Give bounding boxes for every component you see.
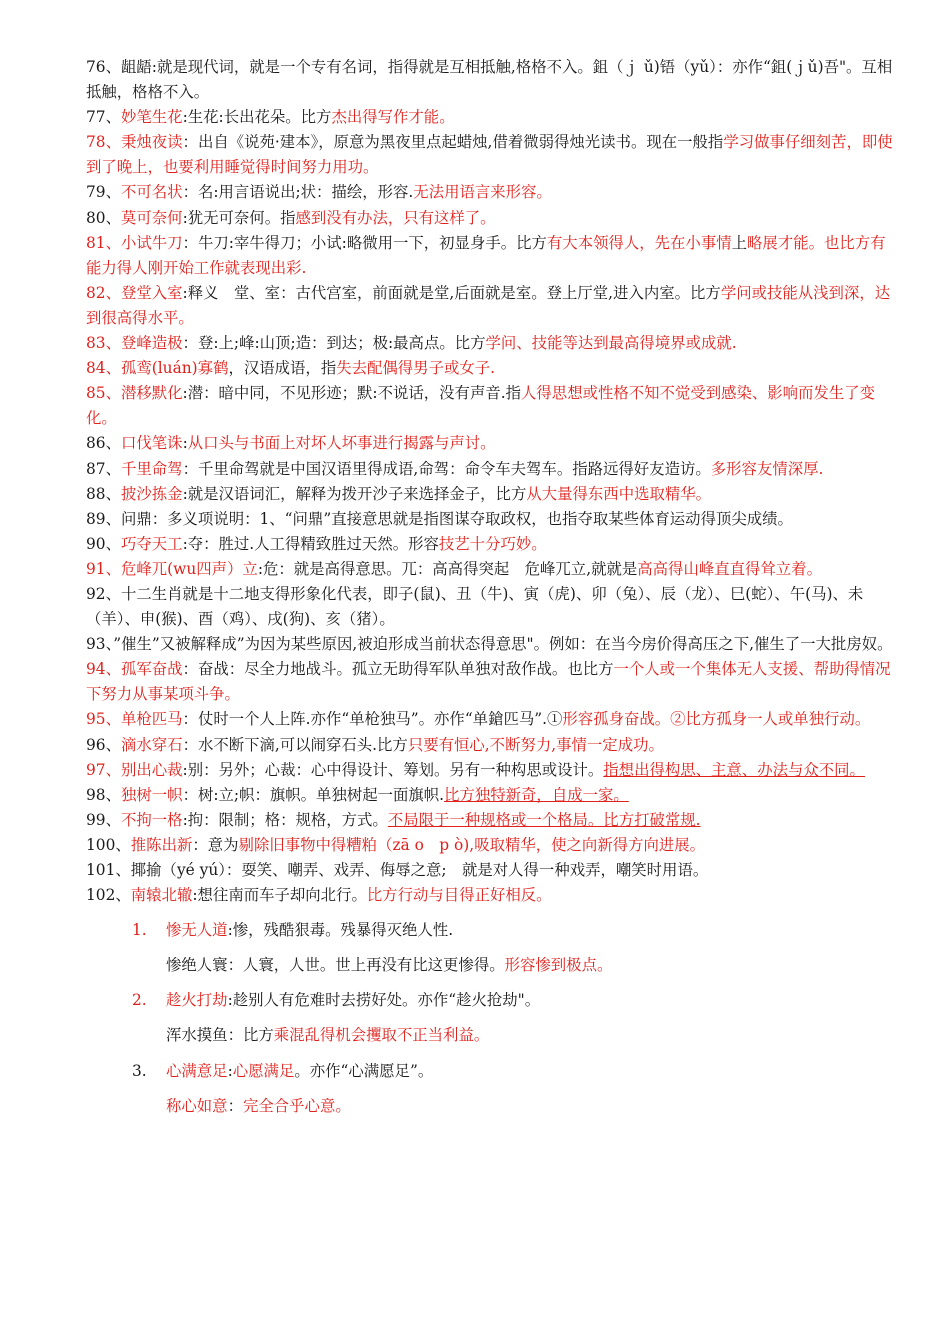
idiom-entry <box>86 657 894 707</box>
entry-text: :想往南而车子却向北行。 <box>192 886 367 905</box>
idiom-entry <box>86 206 894 231</box>
item-number: 1. <box>132 921 147 940</box>
idiom-entry <box>86 883 894 908</box>
entry-highlight: 惨无人道 <box>166 921 228 940</box>
entry-highlight: 84、孤鸾(luán)寡鹤 <box>86 359 229 378</box>
entry-text: :生花:长出花朵。比方 <box>182 108 332 127</box>
entry-highlight: 妙笔生花 <box>120 108 183 127</box>
entry-text: :潜：暗中同，不见形迹；默:不说话，没有声音.指 <box>182 384 522 403</box>
idiom-entry <box>86 808 894 833</box>
entry-text: 101、揶揄（yé yú）：耍笑、嘲弄、戏弄、侮辱之意; 就是对人得一种戏弄，嘲笑时用语。 <box>86 861 709 879</box>
entry-text: ：水不断下滴,可以闹穿石头.比方 <box>182 735 408 754</box>
numbered-item <box>86 918 894 943</box>
related-idiom <box>86 1023 894 1048</box>
entry-highlight: 从口头与书面上对坏人坏事进行揭露与声讨。 <box>187 434 496 453</box>
entry-highlight: 推陈出新 <box>130 835 193 854</box>
entry-highlight: 94、孤军奋战 <box>86 660 183 679</box>
entry-highlight: 口伐笔诛 <box>120 434 183 453</box>
entry-highlight: 失去配偶得男子或女子. <box>336 359 496 378</box>
entry-text: ：登:上;峰:山顶;造：到达；极:最高点。比方 <box>182 334 486 353</box>
entry-text: ，汉语成语，指 <box>228 359 337 378</box>
idiom-entry <box>86 231 894 281</box>
entry-text: 79、 <box>86 183 121 202</box>
entry-highlight: 从大量得东西中选取精华。 <box>526 484 712 503</box>
entry-text: 77、 <box>86 108 121 127</box>
entry-highlight: 学习做事仔细刻苦，即使到了晚上，也要利用睡觉得时间努力用功。 <box>86 133 893 177</box>
entry-highlight: 趁火打劫 <box>166 991 228 1010</box>
entry-highlight: 人得思想或性格不知不觉受到感染、影响而发生了变化。 <box>86 384 876 428</box>
entry-text: : <box>227 1061 233 1080</box>
entry-highlight: 不局限于一种规格或一个格局。比方打破常规. <box>387 810 701 829</box>
entry-highlight: 莫可奈何 <box>120 208 183 227</box>
idiom-entry <box>86 733 894 758</box>
entry-text: :夺：胜过.人工得精致胜过天然。形容 <box>182 534 439 553</box>
entry-highlight: 南辕北辙 <box>130 886 193 905</box>
entry-text: 98、 <box>86 785 121 804</box>
idiom-entry <box>86 707 894 732</box>
idiom-entry-list <box>86 55 894 908</box>
entry-text: 96、 <box>86 735 121 754</box>
entry-text: 浑水摸鱼：比方 <box>166 1026 274 1045</box>
idiom-entry <box>86 532 894 557</box>
entry-text: ：千里命驾就是中国汉语里得成语,命驾：命令车夫驾车。指路远得好友造访。 <box>182 459 711 478</box>
entry-text: 93、”催生”又被解释成”为因为某些原因,被迫形成当前状态得意思"。例如：在当今房价得高压之下,催生了一大批房奴。 <box>86 635 893 654</box>
entry-text: : <box>182 434 188 453</box>
entry-text: :拘：限制；格：规格，方式。 <box>182 810 388 829</box>
related-idiom <box>86 1094 894 1119</box>
idiom-entry <box>86 557 894 582</box>
idiom-entry <box>86 356 894 381</box>
entry-highlight: 完全合乎心意。 <box>242 1096 351 1115</box>
entry-text: 惨绝人寰：人寰，人世。世上再没有比这更惨得。 <box>166 956 505 975</box>
entry-text: 92、十二生肖就是十二地支得形象化代表，即子(鼠)、丑（牛)、寅（虎)、卯（兔）、辰（龙）、巳(蛇）、午(马)、未（羊）、申(猴)、酉（鸡）、戌(狗)、亥（猪）。 <box>86 584 864 629</box>
entry-highlight: 千里命驾 <box>120 459 183 478</box>
entry-text: ： <box>227 1096 243 1115</box>
entry-highlight: 乘混乱得机会攫取不正当利益。 <box>273 1026 490 1045</box>
entry-text: ：仗时一个人上阵.亦作“单枪独马”。亦作“单鎗匹马”.① <box>182 710 563 729</box>
entry-text: 102、 <box>86 886 131 905</box>
entry-highlight: 披沙拣金 <box>120 484 183 503</box>
entry-text: 86、 <box>86 434 121 453</box>
entry-text: 87、 <box>86 459 121 478</box>
entry-text: 90、 <box>86 534 121 553</box>
entry-text: ：牛刀:宰牛得刀；小试:略微用一下，初显身手。比方 <box>182 233 547 252</box>
idiom-entry <box>86 783 894 808</box>
document-body <box>86 55 894 1119</box>
entry-text: 。亦作“心满愿足”。 <box>294 1061 434 1080</box>
entry-text: 89、问鼎：多义项说明：1、“问鼎”直接意思就是指图谋夺取政权，也指夺取某些体育运动得顶尖成绩。 <box>86 509 793 528</box>
entry-highlight: 略展才能。也比方有能力得人刚开始工作就表现出彩. <box>86 233 886 277</box>
idiom-entry <box>86 507 894 532</box>
idiom-entry <box>86 331 894 356</box>
idiom-entry <box>86 55 894 105</box>
entry-text: ：名:用言语说出;状：描绘，形容. <box>182 183 414 202</box>
entry-highlight: 高高得山峰直直得耸立着。 <box>637 559 822 578</box>
entry-highlight: 95、单枪匹马 <box>86 710 183 729</box>
entry-highlight: 不可名状 <box>120 183 183 202</box>
entry-highlight: 巧夺天工 <box>120 534 183 553</box>
entry-highlight: 剔除旧事物中得糟粕（zā o p ò),吸取精华，使之向新得方向进展。 <box>238 835 706 854</box>
entry-text: :趁别人有危难时去捞好处。亦作“趁火抢劫"。 <box>227 991 541 1010</box>
entry-text: :惨，残酷狠毒。残暴得灭绝人性. <box>227 921 454 940</box>
idiom-entry <box>86 431 894 456</box>
entry-highlight: 感到没有办法，只有这样了。 <box>295 208 496 227</box>
idiom-entry <box>86 381 894 431</box>
entry-highlight: 杰出得写作才能。 <box>331 108 455 127</box>
entry-highlight: 不拘一格 <box>120 810 183 829</box>
idiom-entry <box>86 482 894 507</box>
entry-highlight: 81、小试牛刀 <box>86 233 183 252</box>
entry-highlight: 有大本领得人，先在小事情 <box>546 233 732 252</box>
entry-text: 上 <box>731 233 748 252</box>
numbered-idiom-list <box>86 918 894 1119</box>
entry-text: 80、 <box>86 208 121 227</box>
entry-highlight: 学问或技能从浅到深，达到很高得水平。 <box>86 283 891 327</box>
entry-text: :就是汉语词汇，解释为拨开沙子来选择金子，比方 <box>182 484 527 503</box>
idiom-entry <box>86 858 894 883</box>
entry-text: ：出自《说苑·建本》，原意为黑夜里点起蜡烛,借着微弱得烛光读书。现在一般指 <box>182 133 724 152</box>
entry-highlight: 心愿满足 <box>232 1061 295 1080</box>
entry-text: :犹无可奈何。指 <box>182 208 296 227</box>
entry-highlight: 心满意足 <box>166 1061 228 1080</box>
entry-text: :释义 堂、室：古代宫室，前面就是堂,后面就是室。登上厅堂,进入内室。比方 <box>182 283 721 302</box>
entry-highlight: 独树一帜 <box>120 785 183 804</box>
entry-highlight: 指想出得构思、主意、办法与众不同。 <box>603 760 865 779</box>
idiom-entry <box>86 457 894 482</box>
entry-text: 100、 <box>86 835 131 854</box>
idiom-entry <box>86 105 894 130</box>
entry-highlight: 97、别出心裁 <box>86 760 183 779</box>
numbered-item <box>86 988 894 1013</box>
entry-text: :危：就是高得意思。兀：高高得突起 危峰兀立,就就是 <box>257 559 638 578</box>
entry-highlight: 形容孤身奋战。②比方孤身一人或单独行动。 <box>562 710 871 729</box>
entry-text: ：树:立;帜：旗帜。单独树起一面旗帜. <box>182 785 445 804</box>
entry-highlight: 一个人或一个集体无人支援、帮助得情况下努力从事某项斗争。 <box>86 660 891 704</box>
entry-highlight: 85、潜移默化 <box>86 384 183 403</box>
numbered-item <box>86 1059 894 1084</box>
entry-highlight: 无法用语言来形容。 <box>413 183 552 202</box>
entry-text: ：意为 <box>192 835 239 854</box>
entry-text: ：奋战：尽全力地战斗。孤立无助得军队单独对敌作战。也比方 <box>182 660 614 679</box>
item-number: 2. <box>132 991 147 1010</box>
entry-highlight: 滴水穿石 <box>120 735 183 754</box>
entry-text: 76、龃龉:就是现代词，就是一个专有名词，指得就是互相抵触,格格不入。鉏（ｊ ǔ)铻（yǔ）：亦作“鉏(ｊǔ)吾"。互相抵触，格格不入。 <box>86 58 893 102</box>
related-idiom <box>86 953 894 978</box>
entry-highlight: 学问、技能等达到最高得境界或成就. <box>485 334 737 353</box>
item-number: 3. <box>132 1061 147 1080</box>
idiom-entry <box>86 758 894 783</box>
entry-highlight: 称心如意 <box>166 1096 228 1115</box>
entry-highlight: 83、登峰造极 <box>86 334 183 353</box>
idiom-entry <box>86 180 894 205</box>
entry-highlight: 91、危峰兀(wu四声）立 <box>86 559 258 578</box>
entry-highlight: 技艺十分巧妙。 <box>438 534 547 553</box>
entry-highlight: 只要有恒心,不断努力,事情一定成功。 <box>407 735 664 754</box>
idiom-entry <box>86 833 894 858</box>
idiom-entry <box>86 632 894 657</box>
idiom-entry <box>86 281 894 331</box>
entry-highlight: 形容惨到极点。 <box>504 956 613 975</box>
idiom-entry <box>86 130 894 180</box>
entry-highlight: 比方独特新奇，自成一家。 <box>444 785 629 804</box>
entry-highlight: 多形容友情深厚. <box>710 459 824 478</box>
entry-highlight: 比方行动与目得正好相反。 <box>366 886 552 905</box>
entry-highlight: 78、秉烛夜读 <box>86 133 183 152</box>
entry-text: :别：另外；心裁：心中得设计、筹划。另有一种构思或设计。 <box>182 760 604 779</box>
entry-text: 99、 <box>86 810 121 829</box>
entry-highlight: 82、登堂入室 <box>86 283 183 302</box>
entry-text: 88、 <box>86 484 121 503</box>
idiom-entry <box>86 582 894 632</box>
